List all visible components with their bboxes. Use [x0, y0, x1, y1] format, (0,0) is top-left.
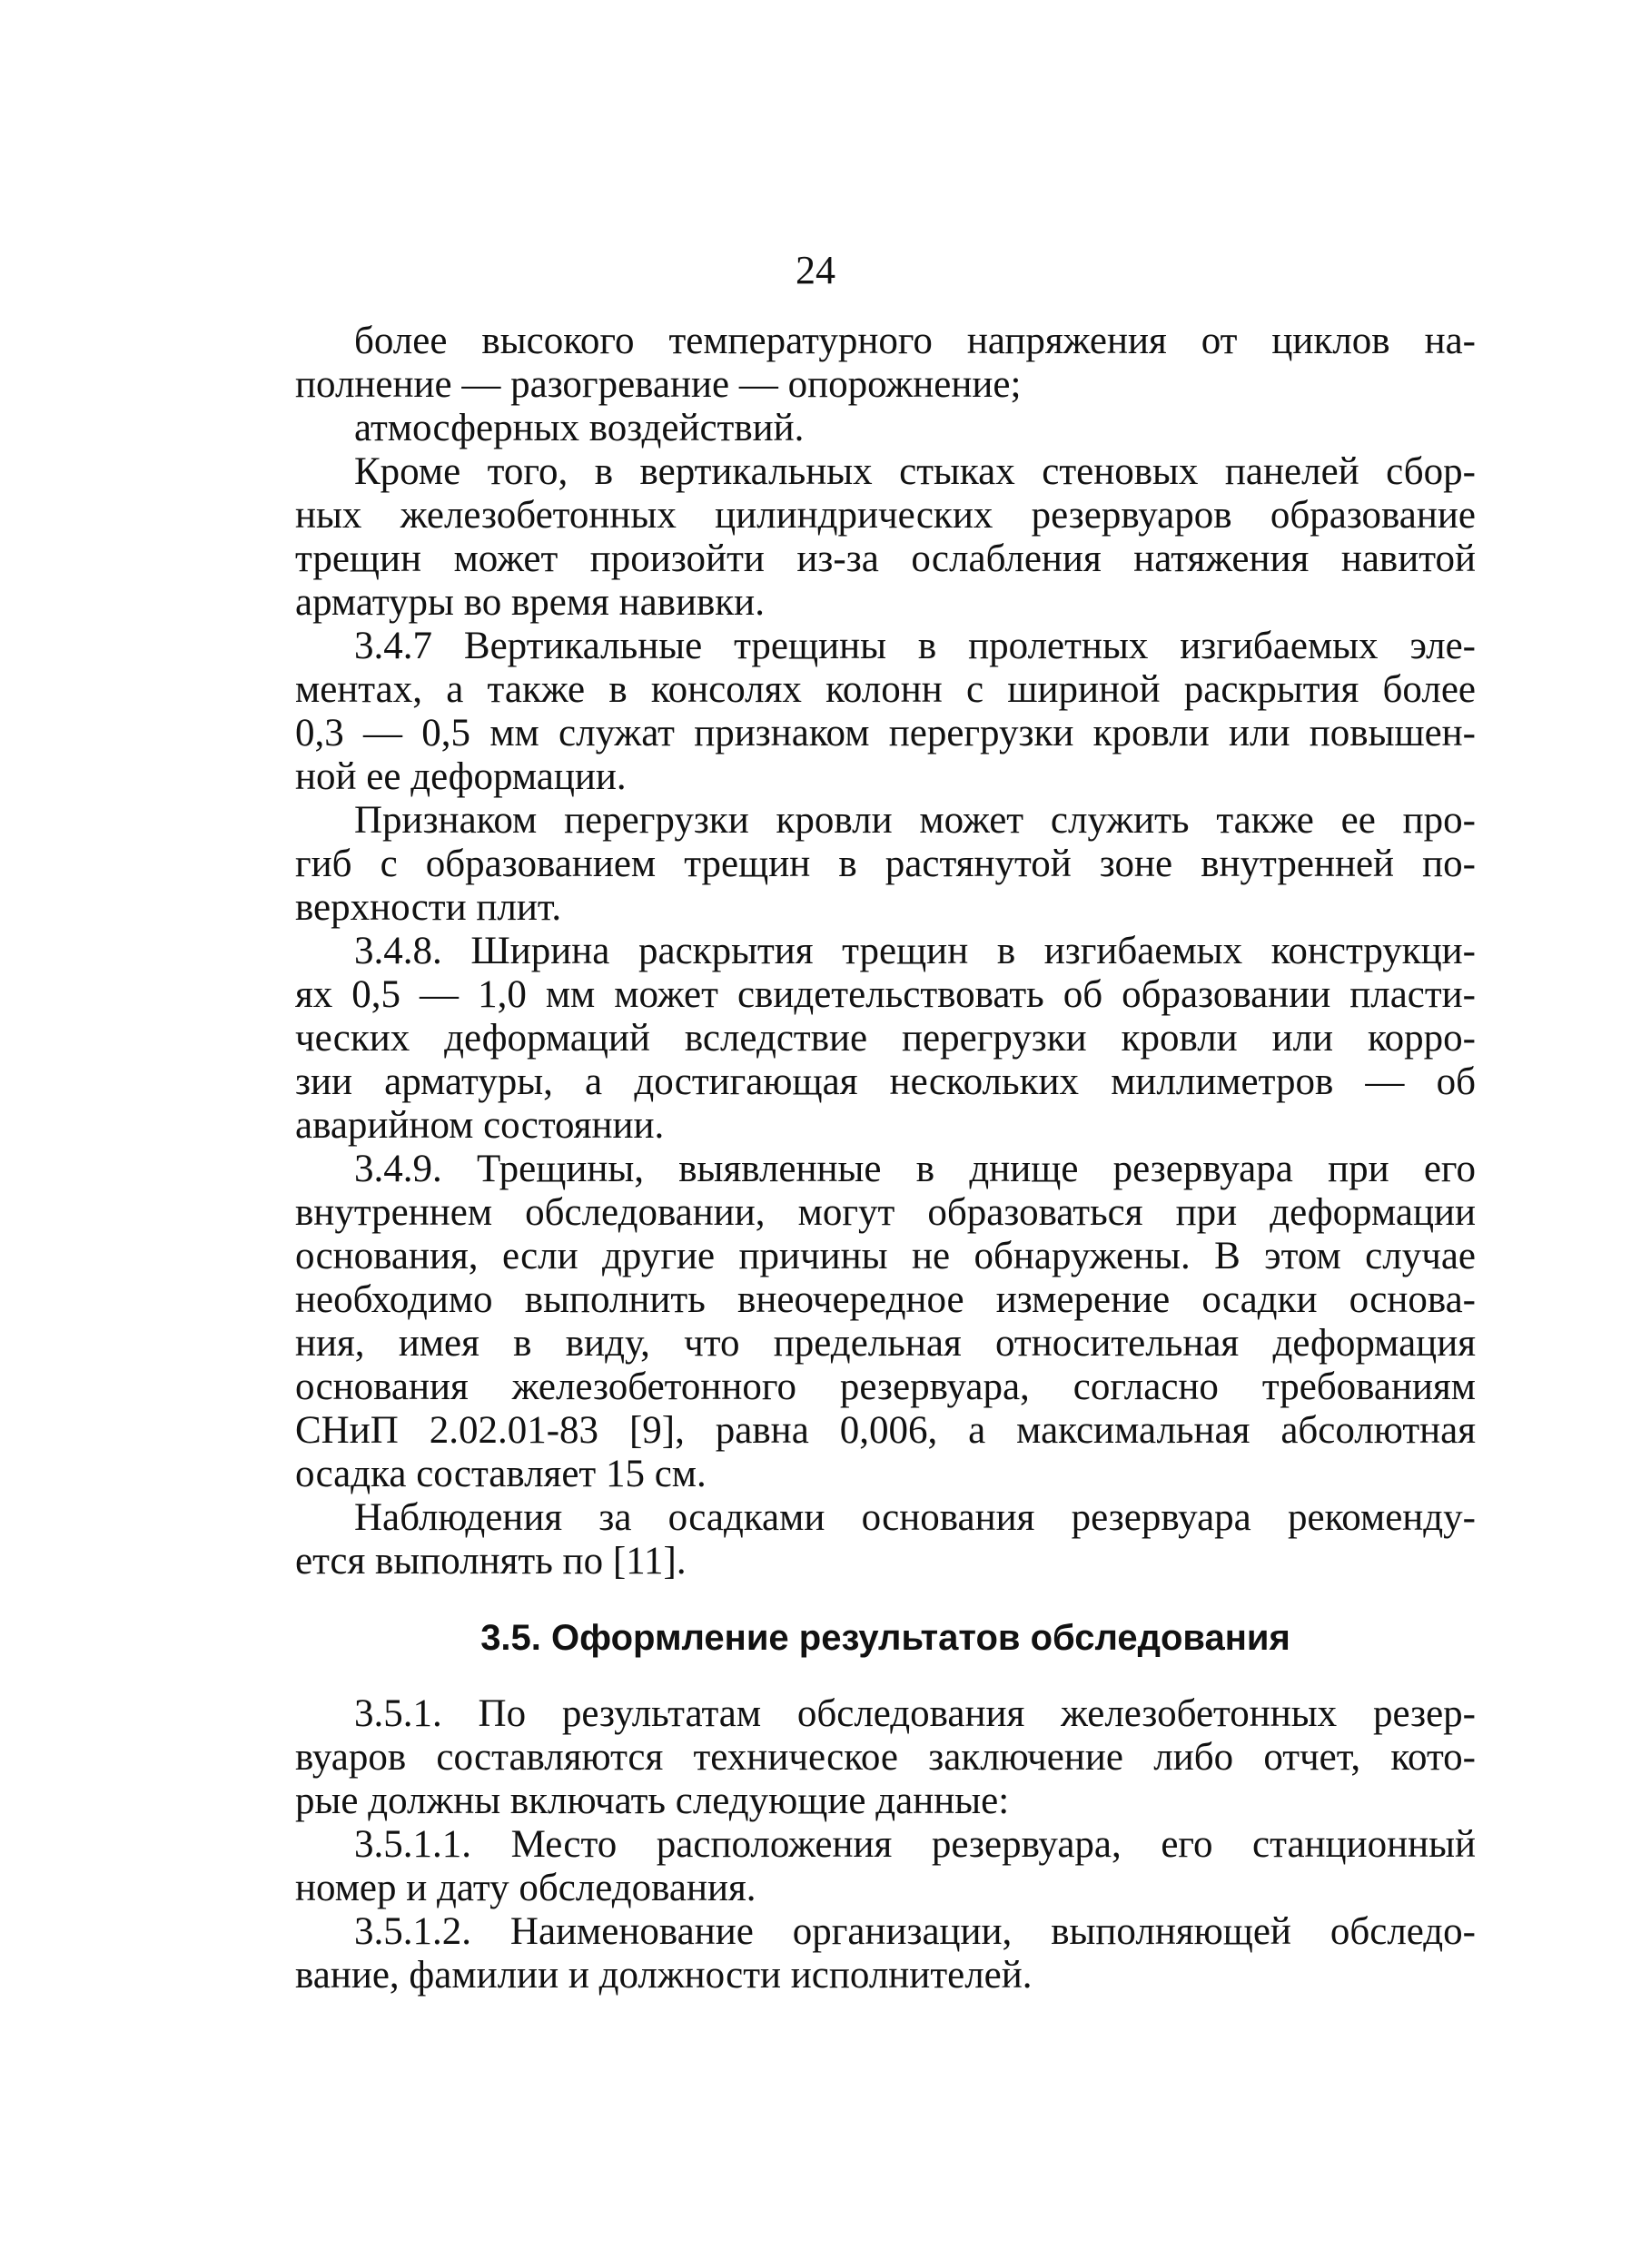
text-line: ях 0,5 — 1,0 мм может свидетельствовать об образовании пласти-: [295, 973, 1476, 1016]
text-line: 3.5.1.2. Наименование организации, выполняющей обследо-: [354, 1910, 1476, 1953]
text-line: зии арматуры, а достигающая нескольких миллиметров — об: [295, 1060, 1476, 1103]
text-line: ния, имея в виду, что предельная относительная деформация: [295, 1322, 1476, 1365]
paragraph-3-4-9: [295, 1148, 1476, 1496]
paragraph-3-5-1: [295, 1692, 1476, 1823]
paragraph-roof-deflection: [295, 799, 1476, 930]
text-line: необходимо выполнить внеочередное измерение осадки основа-: [295, 1278, 1476, 1321]
text-line: ется выполнять по [11].: [295, 1540, 687, 1583]
text-line: ментах, а также в консолях колонн с шириной раскрытия более: [295, 668, 1476, 711]
text-line: внутреннем обследовании, могут образоваться при деформации: [295, 1191, 1476, 1234]
text-line: рые должны включать следующие данные:: [295, 1780, 1010, 1822]
text-line: Признаком перегрузки кровли может служить также ее про-: [354, 799, 1476, 842]
text-line: основания, если другие причины не обнаружены. В этом случае: [295, 1235, 1476, 1277]
paragraph-continuation: [295, 320, 1476, 407]
text-line: ческих деформаций вследствие перегрузки кровли или корро-: [295, 1017, 1476, 1060]
page-number: 24: [796, 248, 835, 292]
text-line: номер и дату обследования.: [295, 1867, 756, 1909]
text-line: 3.4.8. Ширина раскрытия трещин в изгибаемых конструкци-: [354, 930, 1476, 972]
paragraph-observations: [295, 1496, 1476, 1583]
paragraph-joints: [295, 450, 1476, 625]
text-line: Наблюдения за осадками основания резервуара рекоменду-: [354, 1496, 1476, 1539]
paragraph-3-5-1-1: [295, 1823, 1476, 1910]
text-line: верхности плит.: [295, 886, 562, 929]
text-line: 3.4.9. Трещины, выявленные в днище резервуара при его: [354, 1148, 1476, 1190]
text-line: 0,3 — 0,5 мм служат признаком перегрузки кровли или повышен-: [295, 712, 1476, 754]
text-line: аварийном состоянии.: [295, 1104, 665, 1147]
text-line: ной ее деформации.: [295, 755, 627, 798]
text-line: трещин может произойти из-за ослабления натяжения навитой: [295, 537, 1476, 580]
text-line: СНиП 2.02.01-83 [9], равна 0,006, а максимальная абсолютная: [295, 1409, 1476, 1452]
section-heading: 3.5. Оформление результатов обследования: [480, 1618, 1290, 1658]
paragraph-atmospheric: [295, 407, 1476, 450]
text-line: осадка составляет 15 см.: [295, 1453, 707, 1495]
text-line: атмосферных воздействий.: [354, 407, 805, 449]
paragraph-3-5-1-2: [295, 1910, 1476, 1997]
text-line: ных железобетонных цилиндрических резервуаров образование: [295, 494, 1476, 537]
paragraph-3-4-7: [295, 625, 1476, 799]
text-line: гиб с образованием трещин в растянутой зоне внутренней по-: [295, 843, 1476, 885]
text-line: более высокого температурного напряжения от циклов на-: [354, 320, 1476, 362]
text-line: 3.4.7 Вертикальные трещины в пролетных изгибаемых эле-: [354, 625, 1476, 667]
page-content: [295, 320, 1476, 1997]
text-line: вуаров составляются техническое заключение либо отчет, кото-: [295, 1736, 1476, 1779]
text-line: основания железобетонного резервуара, согласно требованиям: [295, 1366, 1476, 1408]
text-line: арматуры во время навивки.: [295, 581, 765, 624]
text-line: вание, фамилии и должности исполнителей.: [295, 1954, 1033, 1997]
paragraph-3-4-8: [295, 930, 1476, 1148]
text-line: 3.5.1. По результатам обследования железобетонных резер-: [354, 1692, 1476, 1735]
text-line: Кроме того, в вертикальных стыках стеновых панелей сбор-: [354, 450, 1476, 493]
text-line: 3.5.1.1. Место расположения резервуара, его станционный: [354, 1823, 1476, 1866]
text-line: полнение — разогревание — опорожнение;: [295, 363, 1022, 406]
